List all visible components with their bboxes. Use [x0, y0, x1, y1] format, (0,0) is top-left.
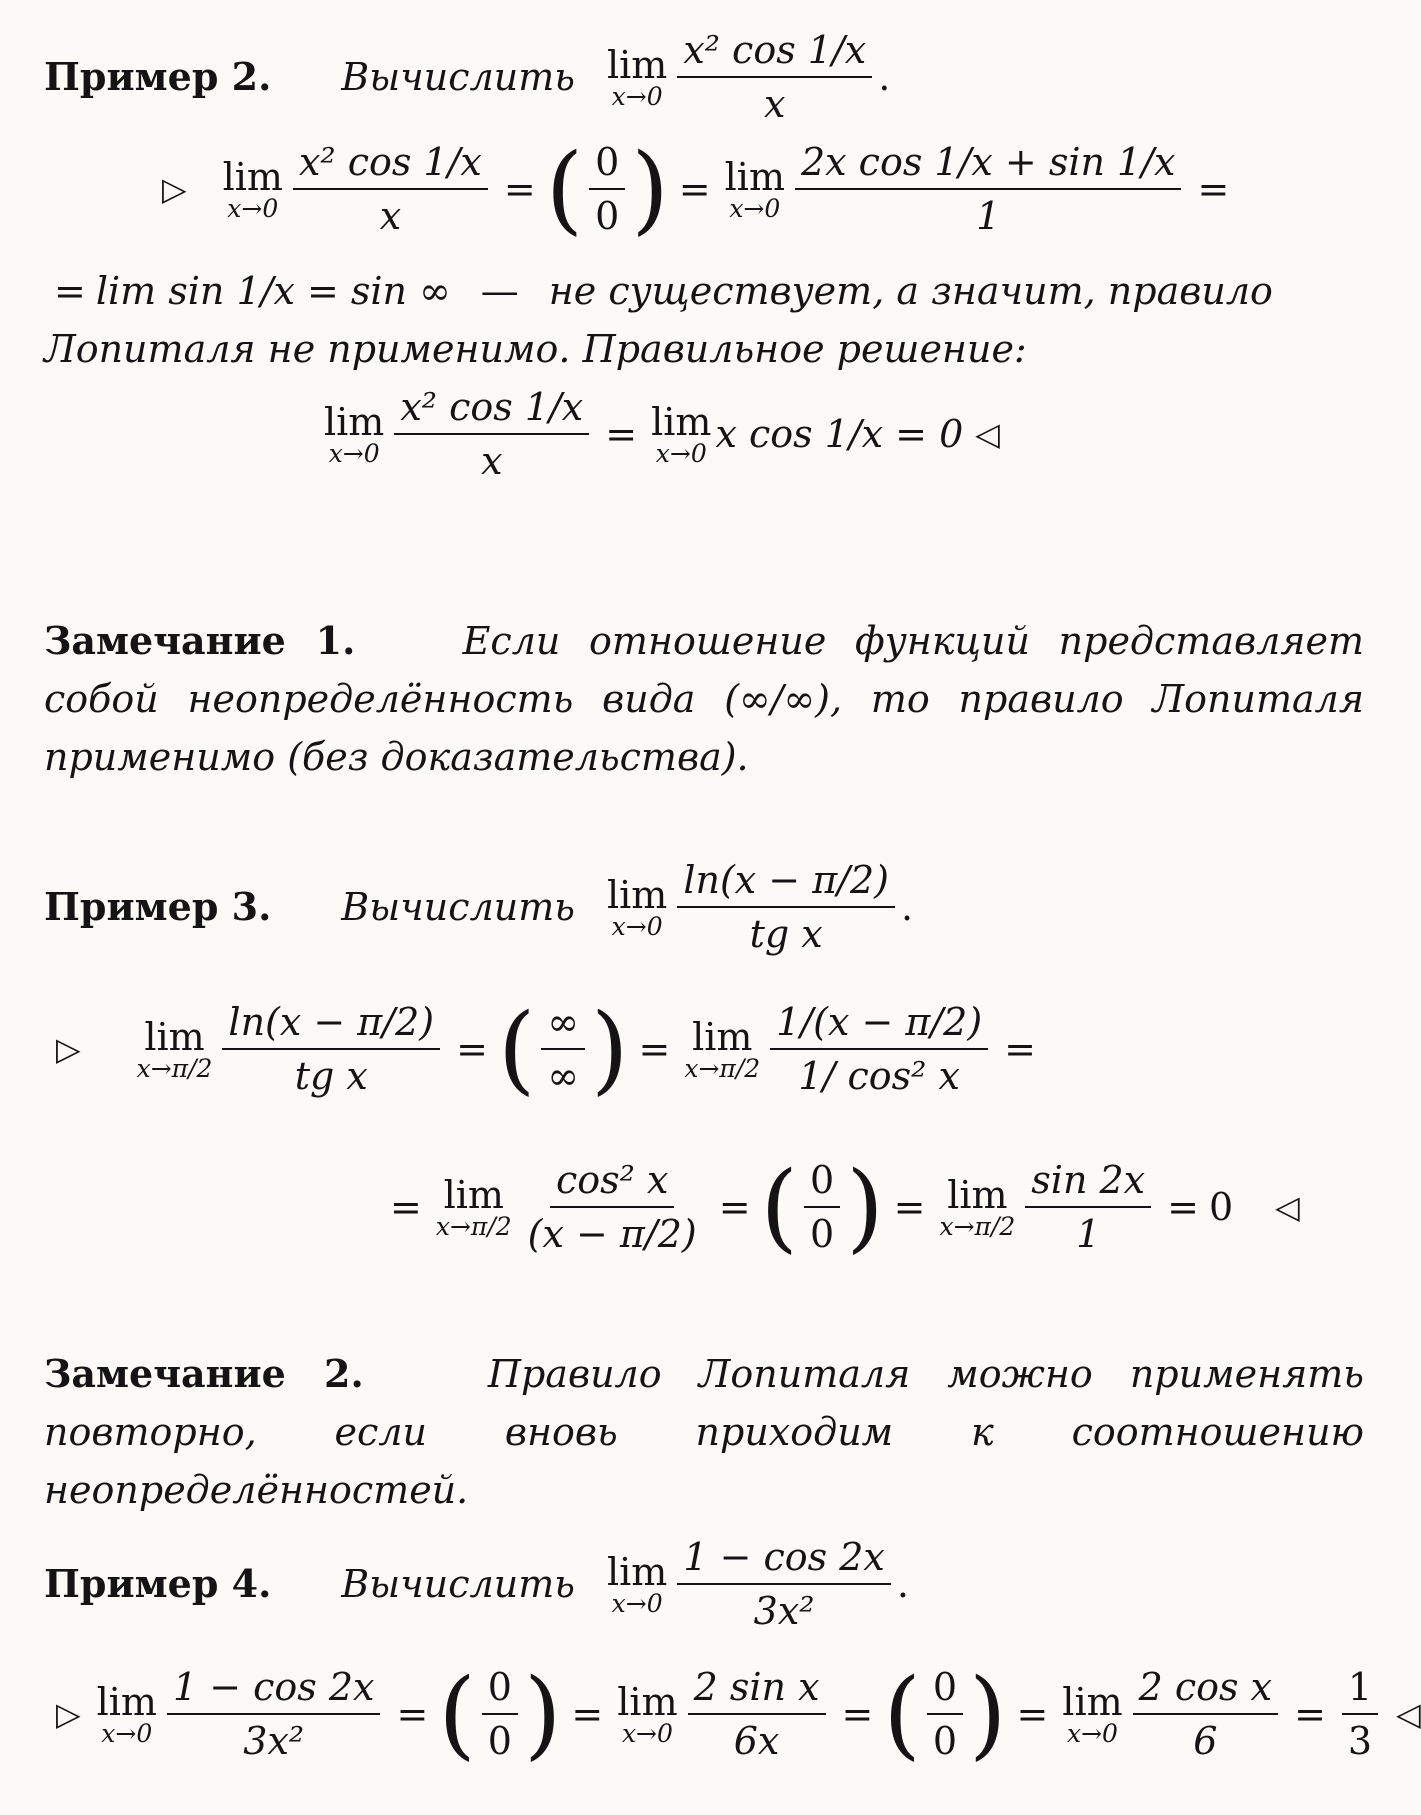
limit: lim x→π/2 [435, 1173, 512, 1241]
example-2-solution-1: ▷ lim x→0 $\frac{\text{x² cos 1/x}}{x}$ = ( 0 0 ) = lim x→0 $\frac{\text{2x cos 1/x + sin 1/x}}{1}$ = [162, 133, 1230, 245]
indeterminate: ∞ ∞ [541, 1000, 585, 1098]
dash: — [480, 269, 519, 313]
limit: lim x→0 [651, 400, 712, 468]
fraction: $\frac{\ln(x - \pi/2)}{\text{tg x}}$ [222, 1000, 440, 1098]
example-4: Пример 4. Вычислить lim x→0 1 − cos 2x 3x² . [44, 1535, 909, 1633]
compute-label: Вычислить [341, 1562, 575, 1606]
indeterminate: 0 0 [927, 1665, 963, 1763]
fraction: $\frac{\sin 2x}{1}$ [1025, 1158, 1151, 1256]
end-marker-icon: ◁ [1396, 1695, 1421, 1733]
limit: lim x→0 [222, 155, 283, 223]
result-fraction: $\frac{1}{3}$ [1342, 1665, 1378, 1763]
limit: lim x→0 [617, 1680, 678, 1748]
example-2-solution-2: = lim sin 1/x = sin ∞ — не существует, а значит, правило Лопиталя не применимо. Правильное решение: [44, 262, 1364, 378]
fraction: $\frac{1/(x - \pi/2)}{\text{1/ cos² x}}$ [770, 1000, 988, 1098]
marker-icon: ▷ [56, 1030, 81, 1068]
note-cont: Лопиталя не применимо. Правильное решение: [44, 327, 1027, 371]
limit: lim x→π/2 [939, 1173, 1016, 1241]
marker-icon: ▷ [56, 1695, 81, 1733]
example-3-label: Пример 3. [44, 884, 272, 929]
fraction: 1 − cos 2x 3x² [677, 1535, 891, 1633]
limit: lim x→π/2 [684, 1015, 761, 1083]
example-3-solution-1: ▷ lim x→π/2 $\frac{\ln(x - \pi/2)}{\text{tg x}}$ = ( ∞ ∞ ) = lim x→π/2 $\frac{1/(x - \pi/2)}{\text{1/ cos² x}}$ = [56, 993, 1037, 1105]
limit: lim x→0 [324, 400, 385, 468]
compute-label: Вычислить [341, 55, 575, 99]
remark-1 [44, 612, 1364, 786]
note: не существует, а значит, правило [548, 269, 1273, 313]
fraction: x² cos 1/x x [677, 28, 872, 126]
limit: lim x→0 [96, 1680, 157, 1748]
limit-expr: lim sin 1/x = sin ∞ [95, 269, 451, 313]
compute-label: Вычислить [341, 885, 575, 929]
fraction: $\frac{\text{x² cos 1/x}}{x}$ [293, 140, 488, 238]
result: 0 [1208, 1185, 1234, 1229]
limit: lim x→0 [1062, 1680, 1123, 1748]
example-3: Пример 3. Вычислить lim x→0 ln(x − π/2) tg x . [44, 858, 914, 956]
fraction: ln(x − π/2) tg x [677, 858, 895, 956]
remark-2-label: Замечание 2. [44, 1351, 364, 1396]
indeterminate: 0 0 [589, 140, 625, 238]
fraction: $\frac{\text{x² cos 1/x}}{x}$ [394, 385, 589, 483]
example-2-label: Пример 2. [44, 54, 272, 99]
example-2: Пример 2. Вычислить lim x→0 x² cos 1/x x . [44, 28, 891, 126]
result: x cos 1/x = 0 [715, 412, 964, 456]
fraction: $\frac{\text{2 sin x}}{6x}$ [688, 1665, 826, 1763]
example-4-label: Пример 4. [44, 1561, 272, 1606]
fraction: $\frac{\text{cos² x}}{(x - \pi/2)}$ [527, 1158, 697, 1256]
limit: lim x→0 [606, 873, 668, 941]
limit: lim x→0 [606, 43, 668, 111]
fraction: $\frac{\text{2x cos 1/x + sin 1/x}}{1}$ [795, 140, 1181, 238]
remark-2-text: Правило Лопиталя можно применять повторно, если вновь приходим к соотношению неопределённостей. [44, 1352, 1364, 1512]
end-marker-icon: ◁ [975, 415, 1000, 453]
example-4-solution: ▷ lim x→0 $\frac{1 - \cos 2x}{\text{3x²}}$ = ( 0 0 ) = lim x→0 $\frac{\text{2 sin x}}{6x}$ = ( 0 0 ) = lim x→0 $\frac{\text{2 cos x}}{6}$ = $\frac{1}{3}$ ◁ [56, 1658, 1421, 1770]
remark-1-text: Если отношение функций представляет собой неопределённость вида (∞/∞), то правило Лопиталя применимо (без доказательства). [44, 619, 1364, 779]
remark-2 [44, 1345, 1364, 1519]
example-2-correct: lim x→0 $\frac{\text{x² cos 1/x}}{x}$ = lim x→0 x cos 1/x = 0 ◁ [324, 385, 1000, 483]
remark-1-label: Замечание 1. [44, 618, 356, 663]
limit: lim x→0 [724, 155, 785, 223]
limit: lim x→0 [606, 1550, 668, 1618]
indeterminate: 0 0 [482, 1665, 518, 1763]
fraction: $\frac{\text{2 cos x}}{6}$ [1133, 1665, 1278, 1763]
fraction: $\frac{1 - \cos 2x}{\text{3x²}}$ [167, 1665, 381, 1763]
marker-icon: ▷ [162, 170, 187, 208]
example-3-solution-2: = lim x→π/2 $\frac{\text{cos² x}}{(x - \pi/2)}$ = ( 0 0 ) = lim x→π/2 $\frac{\sin 2x}{1}$ = 0 ◁ [390, 1151, 1300, 1263]
limit: lim x→π/2 [136, 1015, 213, 1083]
indeterminate: 0 0 [804, 1158, 840, 1256]
end-marker-icon: ◁ [1275, 1188, 1300, 1226]
